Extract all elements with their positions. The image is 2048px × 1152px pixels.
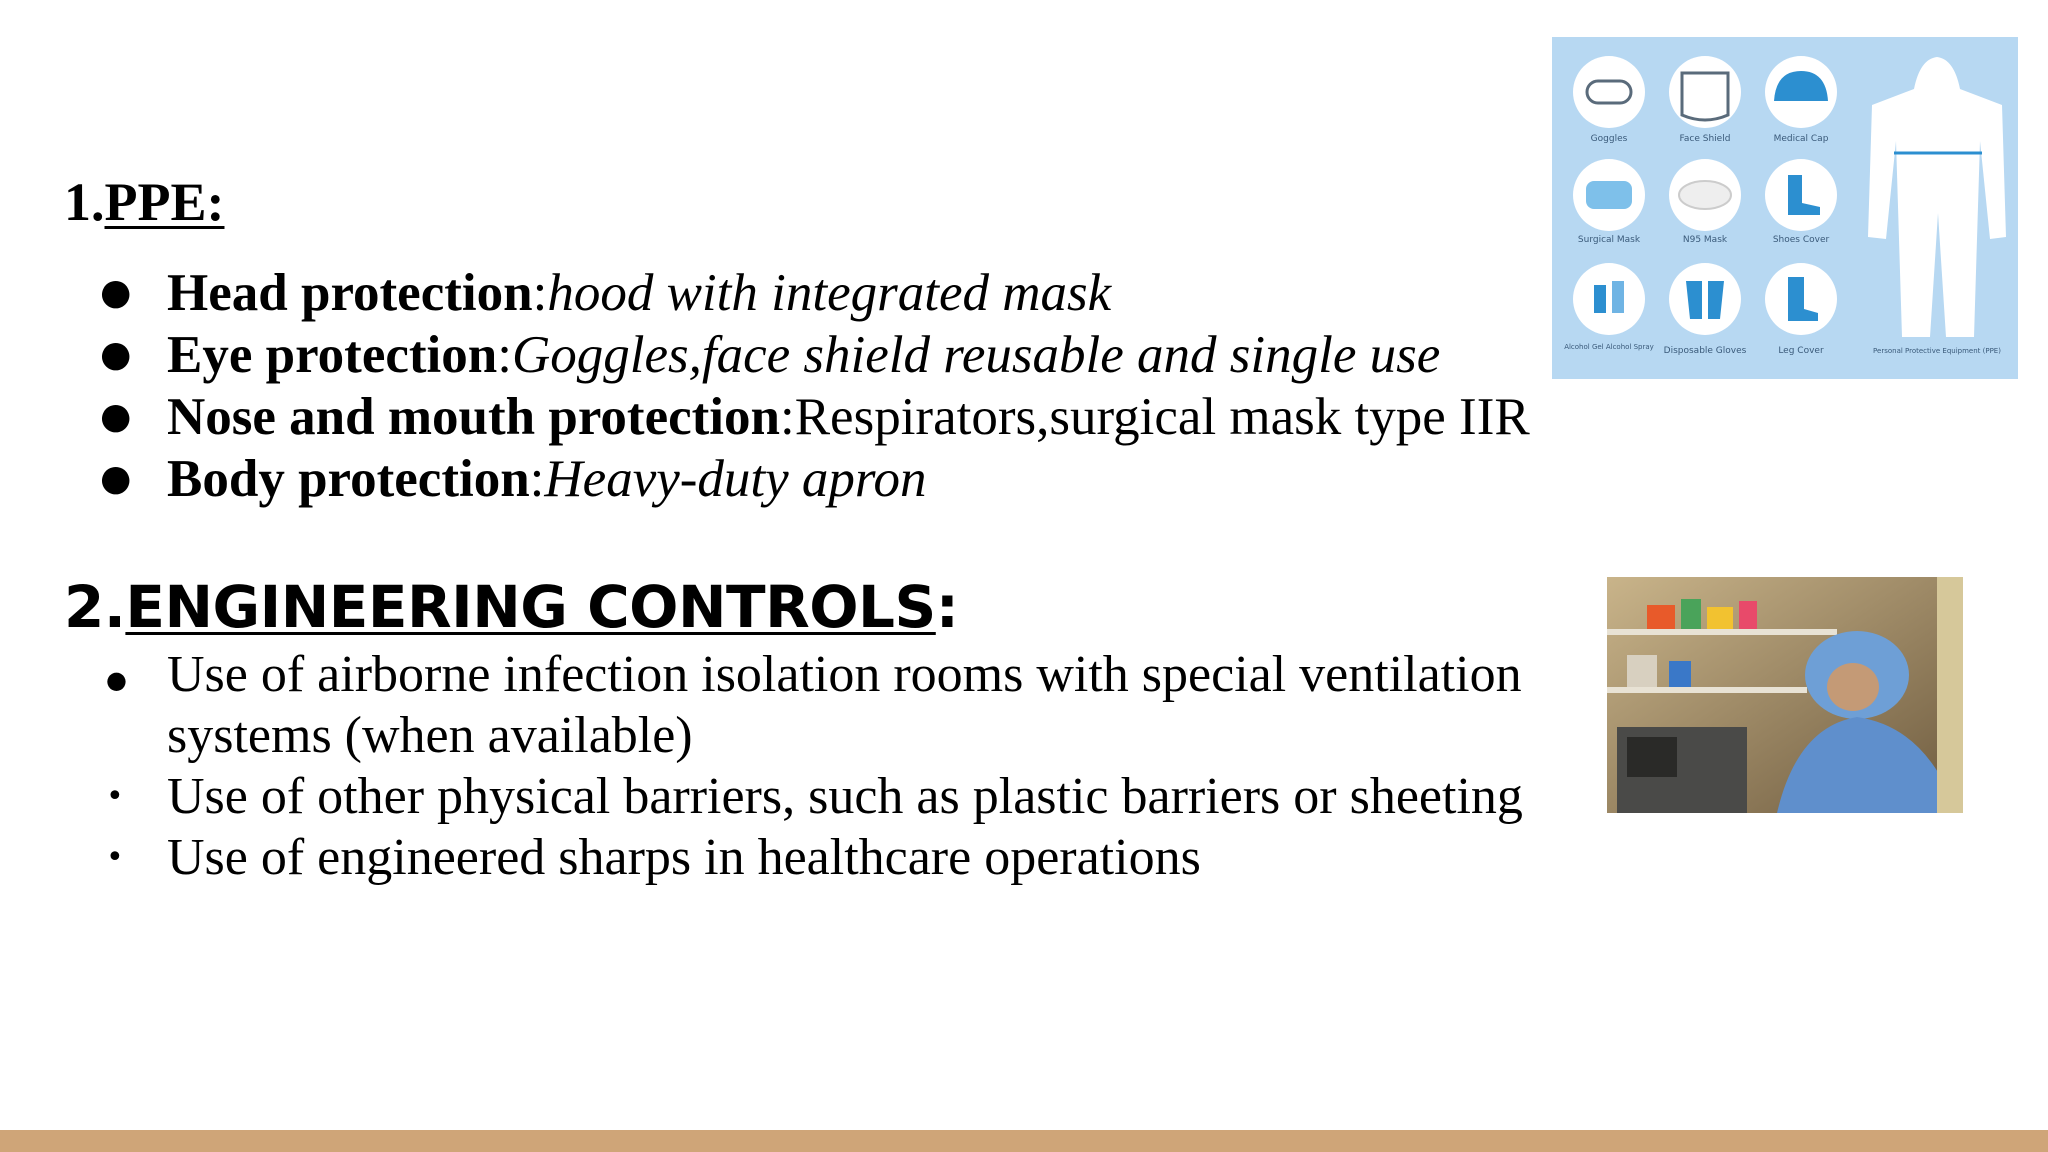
- item-sep: :: [779, 388, 795, 446]
- goggles-icon: [1573, 56, 1645, 128]
- ppe-label-shoes-cover: Shoes Cover: [1772, 235, 1830, 245]
- item-text: Use of engineered sharps in healthcare operations: [167, 829, 1201, 886]
- list-item: [100, 262, 1530, 324]
- item-sep: :: [532, 264, 548, 322]
- item-text: Use of other physical barriers, such as plastic barriers or sheeting: [167, 768, 1523, 825]
- bullet-icon: ●: [106, 666, 127, 694]
- item-label: Nose and mouth protection: [167, 388, 780, 446]
- ppe-infographic-image: [1552, 37, 2018, 379]
- list-item: [100, 827, 1580, 888]
- engineering-list: [100, 644, 1580, 888]
- ppe-heading-title: PPE:: [104, 172, 225, 232]
- bullet-icon: ●: [100, 458, 132, 499]
- ppe-label-alcohol-gel: Alcohol Gel Alcohol Spray: [1564, 343, 1654, 351]
- alcohol-gel-icon: [1573, 263, 1645, 335]
- ppe-label-suit: Personal Protective Equipment (PPE): [1873, 347, 2001, 355]
- item-sep: :: [497, 326, 512, 384]
- ppe-label-n95-mask: N95 Mask: [1682, 235, 1728, 245]
- medical-cap-icon: [1765, 56, 1837, 128]
- item-text: Respirators,surgical mask type IIR: [794, 388, 1530, 446]
- item-text: hood with integrated mask: [547, 264, 1112, 322]
- ppe-infographic-svg: [1552, 37, 2018, 379]
- ppe-label-surgical-mask: Surgical Mask: [1577, 235, 1641, 245]
- lab-worker-photo-svg: [1607, 577, 1963, 813]
- surgical-mask-icon: [1573, 159, 1645, 231]
- shoes-cover-icon: [1765, 159, 1837, 231]
- list-item: [100, 386, 1530, 448]
- ppe-heading: [64, 168, 224, 236]
- ppe-label-disposable-gloves: Disposable Gloves: [1663, 346, 1747, 356]
- disposable-gloves-icon: [1669, 263, 1741, 335]
- ppe-heading-number: 1.: [64, 172, 105, 232]
- item-label: Head protection: [167, 264, 533, 322]
- bullet-icon: •: [106, 840, 124, 875]
- lab-worker-photo: [1607, 577, 1963, 813]
- ppe-label-medical-cap: Medical Cap: [1773, 134, 1829, 144]
- item-label: Eye protection: [167, 326, 498, 384]
- item-sep: :: [529, 450, 545, 508]
- bullet-icon: ●: [100, 334, 132, 375]
- list-item: [100, 448, 1530, 510]
- leg-cover-icon: [1765, 263, 1837, 335]
- face-shield-icon: [1669, 56, 1741, 128]
- ppe-list: [100, 262, 1530, 510]
- engineering-heading-colon: :: [935, 573, 959, 641]
- engineering-heading-number: 2.: [64, 573, 126, 641]
- list-item: [100, 644, 1580, 766]
- item-text: Heavy-duty apron: [544, 450, 927, 508]
- ppe-label-face-shield: Face Shield: [1679, 134, 1731, 144]
- list-item: [100, 324, 1530, 386]
- bullet-icon: ●: [100, 272, 132, 313]
- bullet-icon: ●: [100, 396, 132, 437]
- footer-bar: [0, 1130, 2048, 1152]
- item-label: Body protection: [167, 450, 530, 508]
- engineering-heading-title: ENGINEERING CONTROLS: [125, 573, 936, 641]
- engineering-heading: [64, 566, 958, 648]
- item-text: Goggles,face shield reusable and single use: [511, 326, 1441, 384]
- list-item: [100, 766, 1580, 827]
- ppe-label-leg-cover: Leg Cover: [1778, 346, 1824, 356]
- ppe-label-goggles: Goggles: [1590, 134, 1628, 144]
- item-text: Use of airborne infection isolation rooms with special ventilation systems (when available): [167, 646, 1522, 764]
- bullet-icon: •: [106, 779, 124, 814]
- n95-mask-icon: [1669, 159, 1741, 231]
